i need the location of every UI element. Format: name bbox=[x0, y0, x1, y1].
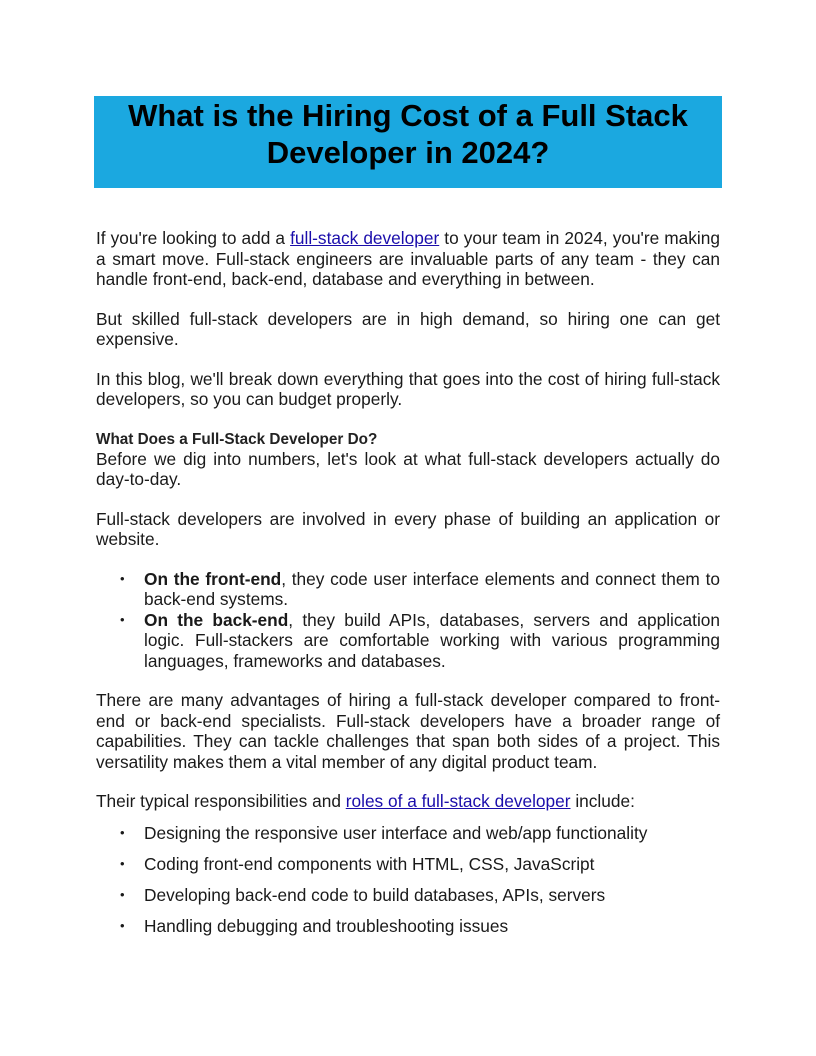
role-bold-label: On the front-end bbox=[144, 568, 282, 589]
responsibilities-text-before: Their typical responsibilities and bbox=[96, 791, 346, 811]
duty-text: Handling debugging and troubleshooting issues bbox=[144, 915, 509, 936]
duty-text: Coding front-end components with HTML, CSS, JavaScript bbox=[144, 853, 595, 874]
page-title: What is the Hiring Cost of a Full Stack Developer in 2024? bbox=[128, 98, 688, 170]
role-description: , they build APIs, databases, servers and application logic. Full-stackers are comfortable working with various programming languages, frameworks and databases. bbox=[144, 609, 721, 671]
demand-paragraph: But skilled full-stack developers are in high demand, so hiring one can get expensive. bbox=[96, 308, 720, 349]
bullet-icon: • bbox=[120, 855, 125, 871]
list-item bbox=[96, 610, 720, 672]
responsibilities-text-after: include: bbox=[570, 791, 635, 811]
duties-list bbox=[96, 823, 720, 937]
phases-paragraph: Full-stack developers are involved in every phase of building an application or website. bbox=[96, 508, 720, 549]
role-description: , they code user interface elements and connect them to back-end systems. bbox=[144, 568, 720, 609]
title-banner bbox=[94, 96, 722, 188]
intro-text-before: If you're looking to add a bbox=[96, 228, 291, 248]
list-item bbox=[96, 885, 720, 906]
list-item bbox=[96, 823, 720, 844]
list-item bbox=[96, 916, 720, 937]
advantages-paragraph: There are many advantages of hiring a full-stack developer compared to front-end or back-end specialists. Full-stack developers have a broader range of capabilities. They can tackle challenges that span both sides of a project. This versatility makes them a vital member of any digital product team. bbox=[96, 690, 720, 772]
intro-paragraph bbox=[96, 228, 720, 290]
list-item bbox=[96, 854, 720, 875]
list-item bbox=[96, 569, 720, 610]
bullet-icon: • bbox=[120, 611, 125, 627]
bullet-icon: • bbox=[120, 570, 125, 586]
blog-overview-paragraph: In this blog, we'll break down everything that goes into the cost of hiring full-stack developers, so you can budget properly. bbox=[96, 368, 720, 409]
role-bold-label: On the back-end bbox=[144, 609, 289, 630]
intro-text-after: to your team in 2024, you're making a smart move. Full-stack engineers are invaluable parts of any team - they can handle front-end, back-end, database and everything in between. bbox=[96, 228, 720, 289]
roles-link[interactable]: roles of a full-stack developer bbox=[345, 791, 571, 811]
bullet-icon: • bbox=[120, 917, 125, 933]
duty-text: Designing the responsive user interface and web/app functionality bbox=[144, 822, 648, 843]
responsibilities-intro bbox=[96, 791, 720, 812]
bullet-icon: • bbox=[120, 886, 125, 902]
duty-text: Developing back-end code to build databases, APIs, servers bbox=[144, 884, 606, 905]
roles-list bbox=[96, 569, 720, 672]
full-stack-developer-link[interactable]: full-stack developer bbox=[290, 228, 440, 248]
section-heading: What Does a Full-Stack Developer Do? bbox=[96, 430, 378, 448]
bullet-icon: • bbox=[120, 824, 125, 840]
section-intro-paragraph: Before we dig into numbers, let's look at what full-stack developers actually do day-to-day. bbox=[96, 448, 720, 489]
article-body bbox=[96, 228, 720, 947]
